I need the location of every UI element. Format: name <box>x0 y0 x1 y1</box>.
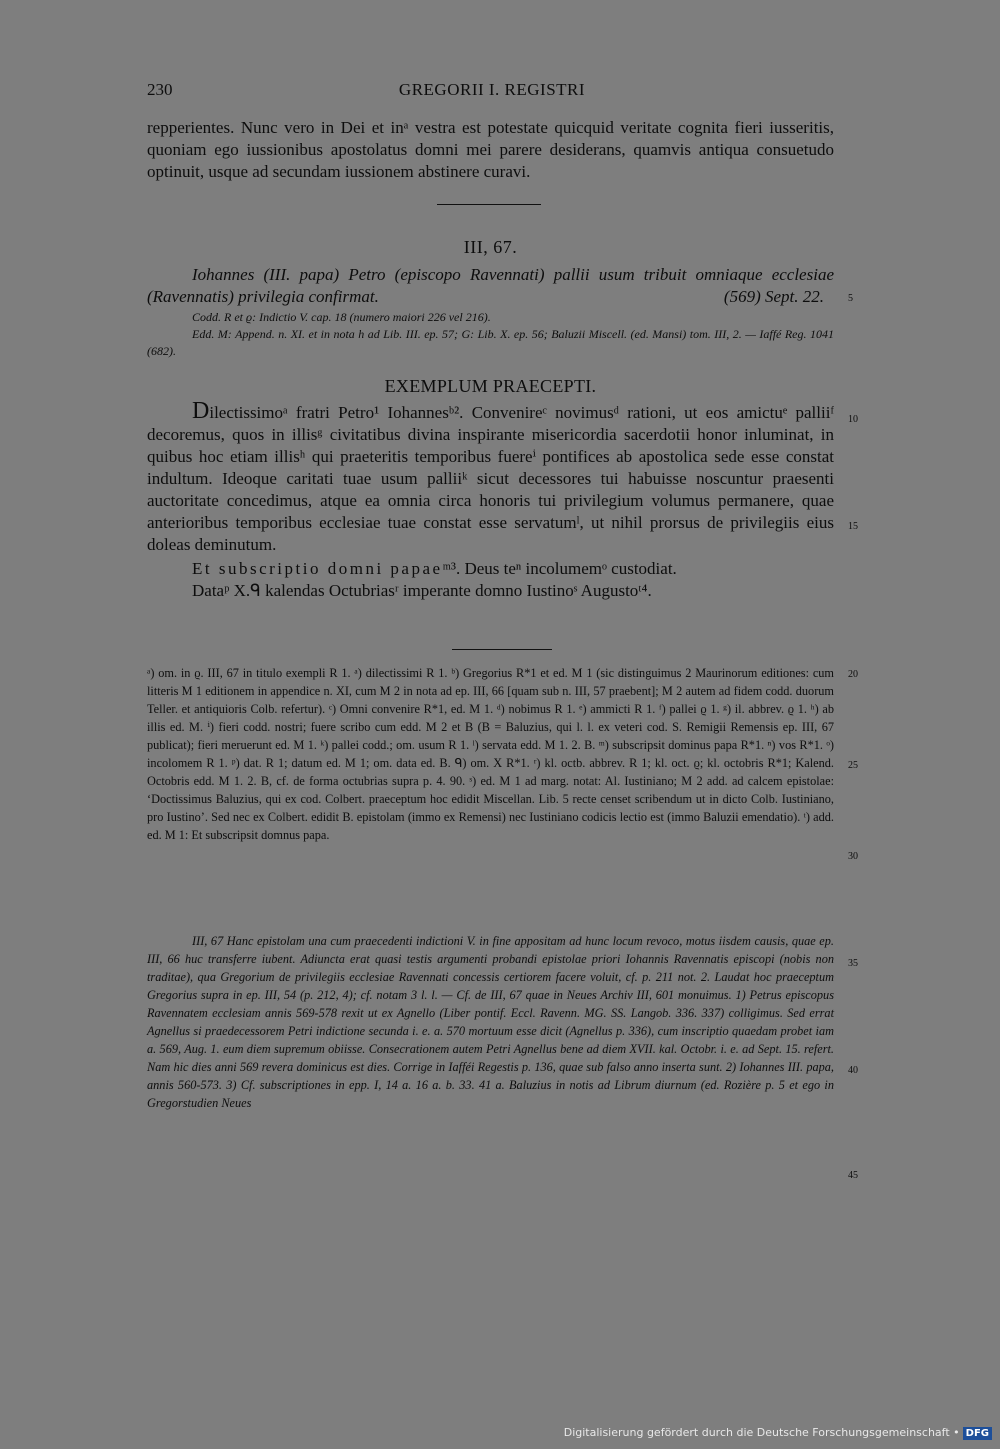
subscriptio-line <box>147 558 834 580</box>
editions-line: Edd. M: Append. n. XI. et in nota h ad Lib. III. ep. 57; G: Lib. X. ep. 56; Baluzii Miscell. (ed. Mansi) tom. III, 2. — Iaffé Reg. 1041 (682). <box>147 327 834 358</box>
section-divider <box>437 204 541 205</box>
line-number: 15 <box>848 521 858 532</box>
line-number: 5 <box>848 293 853 304</box>
body-text: ilectissimoᵃ fratri Petro¹ Iohannesᵇ². Convenireᶜ novimusᵈ rationi, ut eos amictuᵉ palliiᶠ decoremus, quos in illisᵍ civitatibus divina inspirante misericordia sacerdotii honor inluminat, in quibus hoc etiam illisʰ qui praeteritis temporibus fuereⁱ pontifices ab apostolica sede esse constat indultum. Ideoque caritati tuae usum palliiᵏ sicut decessores tui habuisse noscuntur praesenti auctoritate concedimus, atque ea omnia circa honoris tui privilegium volumus permanere, quae anterioribus temporibus ecclesiae tuae constat esse servatumˡ, ut nihil prorsus de privilegiis eius doleas deminutum. <box>147 403 834 554</box>
exemplum-heading: EXEMPLUM PRAECEPTI. <box>384 376 597 396</box>
line-number: 45 <box>848 1170 858 1181</box>
letter-body <box>147 398 834 602</box>
drop-initial: D <box>192 398 210 424</box>
running-header <box>147 80 837 104</box>
line-number: 30 <box>848 851 858 862</box>
running-title: GREGORII I. REGISTRI <box>398 80 586 99</box>
critical-apparatus: ᵃ) om. in ϱ. III, 67 in titulo exempli R 1. ᵃ) dilectissimi R 1. ᵇ) Gregorius R*1 et ed. M 1 (sic distinguimus 2 Maurinorum editiones: cum litteris M 1 editionem in appendice n. XI, cum M 2 in nota ad ep. III, 66 [quam sub n. III, 57 praebent]; M 2 autem ad fidem codd. duorum Teller. et antiquioris Colb. refertur). ᶜ) Omni convenire R*1, ed. M 1. ᵈ) nobimus R 1. ᵉ) ammicti R 1. ᶠ) pallei ϱ 1. ᵍ) il. abbrev. ϱ 1. ʰ) ab illis ed. M. ⁱ) fieri codd. nostri; fuere scribo cum edd. M 2 et B (B = Baluzius, qui l. l. ex veteri cod. S. Remigii Remensis ep. III, 67 publicat); fieri meruerunt ed. M 1. ᵏ) pallei codd.; om. usum R 1. ˡ) servata edd. M 1. 2. B. ᵐ) subscripsit dominus papa R*1. ⁿ) vos R*1. ᵒ) incolomem R 1. ᵖ) dat. R 1; datum ed. M 1; om. data ed. B. ᑫ) om. X R*1. ʳ) kl. octb. abbrev. R 1; kl. oct. ϱ; kl. octobris R*1; Kalend. Octobris edd. M 1. 2. B, cf. de forma octubrias supra p. 4. 90. ˢ) ed. M 1 ad marg. notat: Al. Iustiniano; M 2 add. ad calcem epistolae: ‘Doctissimus Baluzius, qui ex cod. Colbert. praeceptum hoc edidit Miscellan. Lib. 5 recte censet scribendum ut in dicto Colb. Iustiniano, pro Iustino’. Sed nec ex Colbert. edidit B. epistolam (immo ex Remensi) nec Iustiniano codicis lectio est (immo Baluzii emendatio). ᵗ) add. ed. M 1: Et subscripsit domnus papa. <box>147 666 834 842</box>
line-number: 40 <box>848 1065 858 1076</box>
line-number: 20 <box>848 669 858 680</box>
codices-notes <box>147 309 834 360</box>
dfg-logo: DFG <box>963 1427 992 1440</box>
subscriptio-rest: ᵐ³. Deus teⁿ incolumemᵒ custodiat. <box>442 559 677 578</box>
line-number: 35 <box>848 958 858 969</box>
top-paragraph: repperientes. Nunc vero in Dei et inᵃ vestra est potestate quicquid veritate cognita fieri iusseritis, quoniam ego iussionibus apostolatus domni mei parere desiderans, quamvis antiqua consuetudo optinuit, usque ad secundam iussionem abstinere curavi. <box>147 118 834 181</box>
summary-text: Iohannes (III. papa) Petro (episcopo Ravennati) pallii usum tribuit omniaque ecclesiae (Ravennatis) privilegia confirmat. <box>147 265 834 306</box>
page-number: 230 <box>147 80 173 99</box>
data-line: Dataᵖ X.ᑫ kalendas Octubriasʳ imperante domno Iustinoˢ Augustoᵗ⁴. <box>192 581 652 600</box>
digitization-credit: Digitalisierung gefördert durch die Deutsche Forschungsgemeinschaft • DFG <box>564 1426 992 1440</box>
line-number: 25 <box>848 760 858 771</box>
credit-text: Digitalisierung gefördert durch die Deutsche Forschungsgemeinschaft <box>563 1426 950 1439</box>
subscriptio-spaced: Et subscriptio domni papae <box>192 559 443 578</box>
letter-date: (569) Sept. 22. <box>723 287 824 306</box>
line-number: 10 <box>848 414 858 425</box>
codices-line: Codd. R et ϱ: Indictio V. cap. 18 (numero maiori 226 vel 216). <box>192 310 491 324</box>
footnote-divider <box>452 649 552 650</box>
commentary: III, 67 Hanc epistolam una cum praecedenti indictioni V. in fine appositam ad hunc locum revoco, motus iisdem causis, quae ep. III, 66 huc transferre iubent. Adiuncta erat quasi testis argumenti probandi epistolae priori Iohannis Ravennatis episcopi (nobis non traditae), qua Gregorium de privilegiis ecclesiae Ravennati concessis certiorem facere voluit, cf. p. 211 not. 2. Laudat hoc praeceptum Gregorius supra in ep. III, 54 (p. 212, 4); cf. notam 3 l. l. — Cf. de III, 67 quae in Neues Archiv III, 601 monuimus. 1) Petrus episcopus Ravennatem ecclesiam annis 569-578 rexit ut ex Agnello (Liber pontif. Eccl. Ravenn. MG. SS. Langob. 336. 337) colligimus. Sed errat Agnellus si praedecessorem Petri indictione secunda i. e. a. 570 mortuum esse dicit (Agnellus p. 336), cum inscriptio quaedam probet iam a. 569, Aug. 1. eum diem supremum obiisse. Consecrationem autem Petri Agnellus bene ad diem XVII. kal. Octobr. i. e. ad Sept. 15. refert. Nam hic dies anni 569 revera dominicus est dies. Corrige in Iafféi Regestis p. 136, quae sub falso anno inserta sunt. 2) Iohannes III. papa, annis 560-573. 3) Cf. subscriptiones in epp. I, 14 a. 16 a. b. 33. 41 a. Baluzius in notis ad Librum diurnum (ed. Rozière p. 5 et ego in Gregorstudien Neues <box>147 934 834 1110</box>
letter-summary <box>147 264 834 308</box>
letter-number: III, 67. <box>463 237 518 257</box>
